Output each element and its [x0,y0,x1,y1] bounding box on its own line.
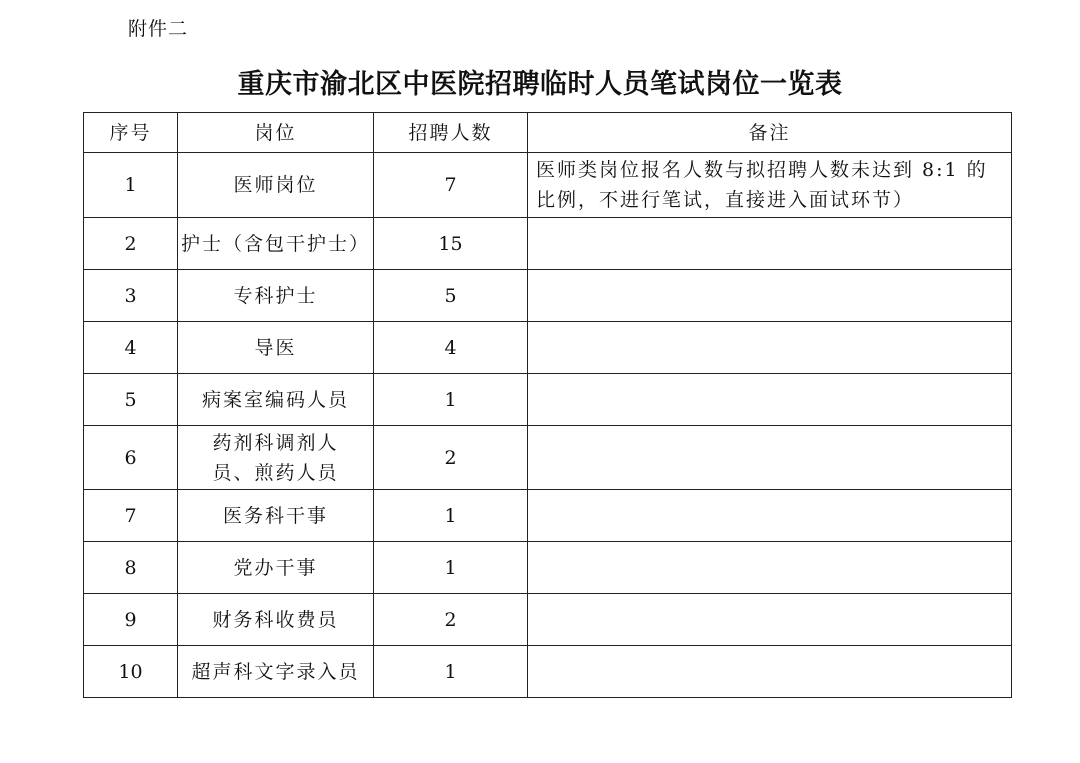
row-note [528,374,1012,426]
row-count: 2 [374,594,528,646]
header-position: 岗位 [178,113,374,153]
row-serial: 9 [84,594,178,646]
row-position: 药剂科调剂人员、煎药人员 [178,426,374,490]
row-position: 财务科收费员 [178,594,374,646]
attachment-label: 附件二 [128,18,189,40]
row-position: 超声科文字录入员 [178,646,374,698]
table-row [84,218,1012,270]
row-position: 病案室编码人员 [178,374,374,426]
row-position: 医务科干事 [178,490,374,542]
row-position: 导医 [178,322,374,374]
row-note [528,218,1012,270]
row-note [528,270,1012,322]
row-serial: 4 [84,322,178,374]
row-count: 1 [374,542,528,594]
document-title: 重庆市渝北区中医院招聘临时人员笔试岗位一览表 [237,69,843,100]
row-note: 医师类岗位报名人数与拟招聘人数未达到 8:1 的比例，不进行笔试，直接进入面试环节） [528,153,1012,218]
row-position: 专科护士 [178,270,374,322]
row-note [528,490,1012,542]
recruitment-table [83,112,1012,698]
row-position: 医师岗位 [178,153,374,218]
row-count: 4 [374,322,528,374]
row-note [528,322,1012,374]
table-row [84,153,1012,218]
row-serial: 5 [84,374,178,426]
table-row [84,490,1012,542]
row-count: 7 [374,153,528,218]
row-count: 2 [374,426,528,490]
row-serial: 3 [84,270,178,322]
row-count: 1 [374,374,528,426]
row-serial: 6 [84,426,178,490]
row-note [528,542,1012,594]
row-position: 党办干事 [178,542,374,594]
row-serial: 2 [84,218,178,270]
header-count: 招聘人数 [374,113,528,153]
row-count: 1 [374,646,528,698]
header-note: 备注 [528,113,1012,153]
header-serial: 序号 [84,113,178,153]
row-serial: 1 [84,153,178,218]
table-row [84,542,1012,594]
row-note [528,426,1012,490]
row-count: 1 [374,490,528,542]
row-count: 5 [374,270,528,322]
table-row [84,594,1012,646]
row-serial: 8 [84,542,178,594]
table-row [84,270,1012,322]
row-count: 15 [374,218,528,270]
table-row [84,322,1012,374]
table-row [84,426,1012,490]
table-row [84,374,1012,426]
row-position: 护士（含包干护士） [178,218,374,270]
table-header-row [84,113,1012,153]
row-serial: 7 [84,490,178,542]
table-row [84,646,1012,698]
row-note [528,594,1012,646]
row-note [528,646,1012,698]
row-serial: 10 [84,646,178,698]
